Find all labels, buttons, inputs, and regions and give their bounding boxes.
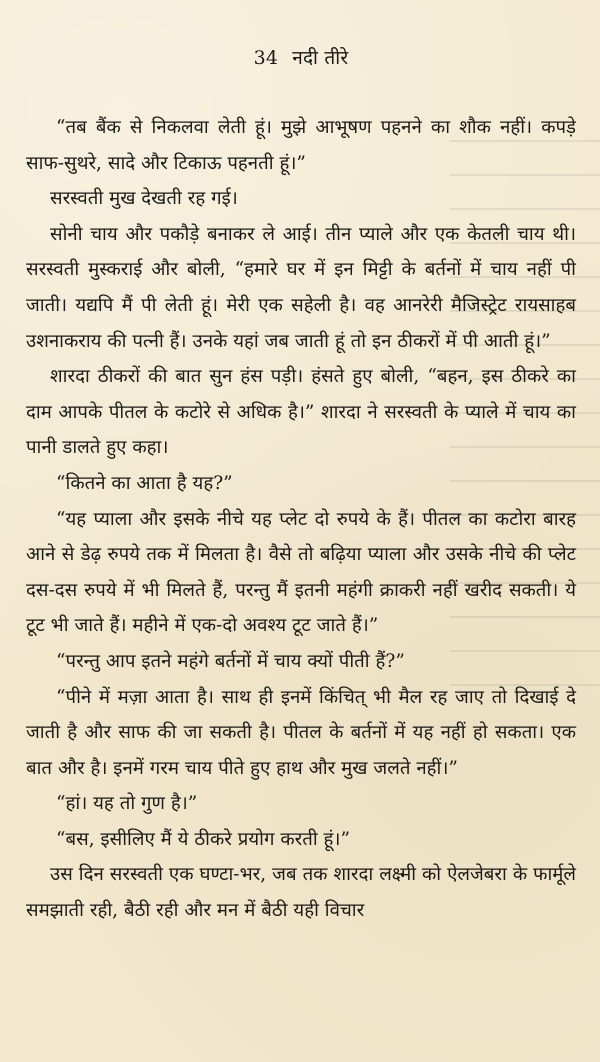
paragraph: “कितने का आता है यह?” [56,472,233,494]
paragraph: “परन्तु आप इतने महंगे बर्तनों में चाय क्यों पीती हैं?” [56,650,405,672]
page-number: 34 [253,47,279,69]
paragraph: सोनी चाय और पकौड़े बनाकर ले आई। तीन प्याले और एक केतली चाय थी। सरस्वती मुस्कराई और बोली, “हमारे घर में इन मिट्टी के बर्तनों में चाय नहीं पी जाती। यद्यपि मैं पी लेती हूं। मेरी एक सहेली है। वह आनरेरी मैजिस्ट्रेट रायसाहब उशनाकराय की पत्नी हैं। उनके यहां जब जाती हूं तो इन ठीकरों में पी आती हूं।” [26,223,576,352]
paragraph: सरस्वती मुख देखती रह गई। [50,188,238,210]
book-title: नदी तीरे [292,47,349,69]
paragraph: उस दिन सरस्वती एक घण्टा-भर, जब तक शारदा लक्ष्मी को ऐलजेबरा के फार्मूले समझाती रही, बैठी रही और मन में बैठी यही विचार [26,864,576,922]
paragraph: “हां। यह तो गुण है।” [56,793,198,815]
running-header [26,44,576,72]
paragraph: “पीने में मज़ा आता है। साथ ही इनमें किंचित् भी मैल रह जाए तो दिखाई दे जाती है और साफ की जा सकती है। पीतल के बर्तनों में यह नहीं हो सकता। एक बात और है। इनमें गरम चाय पीते हुए हाथ और मुख जलते नहीं।” [26,686,576,779]
paragraph: “बस, इसीलिए मैं ये ठीकरे प्रयोग करती हूं।” [56,828,350,850]
paragraph: “यह प्याला और इसके नीचे यह प्लेट दो रुपये के हैं। पीतल का कटोरा बारह आने से डेढ़ रुपये तक में मिलता है। वैसे तो बढ़िया प्याला और उसके नीचे की प्लेट दस-दस रुपये में भी मिलते हैं, परन्तु मैं इतनी महंगी क्राकरी नहीं खरीद सकती। ये टूट भी जाते हैं। महीने में एक-दो अवश्य टूट जाते हैं।” [26,508,576,637]
paragraph: “तब बैंक से निकलवा लेती हूं। मुझे आभूषण पहनने का शौक नहीं। कपड़े साफ-सुथरे, सादे और टिकाऊ पहनती हूं।” [26,117,576,174]
paragraph: शारदा ठीकरों की बात सुन हंस पड़ी। हंसते हुए बोली, “बहन, इस ठीकरे का दाम आपके पीतल के कटोरे से अधिक है।” शारदा ने सरस्वती के प्याले में चाय का पानी डालते हुए कहा। [26,366,576,459]
